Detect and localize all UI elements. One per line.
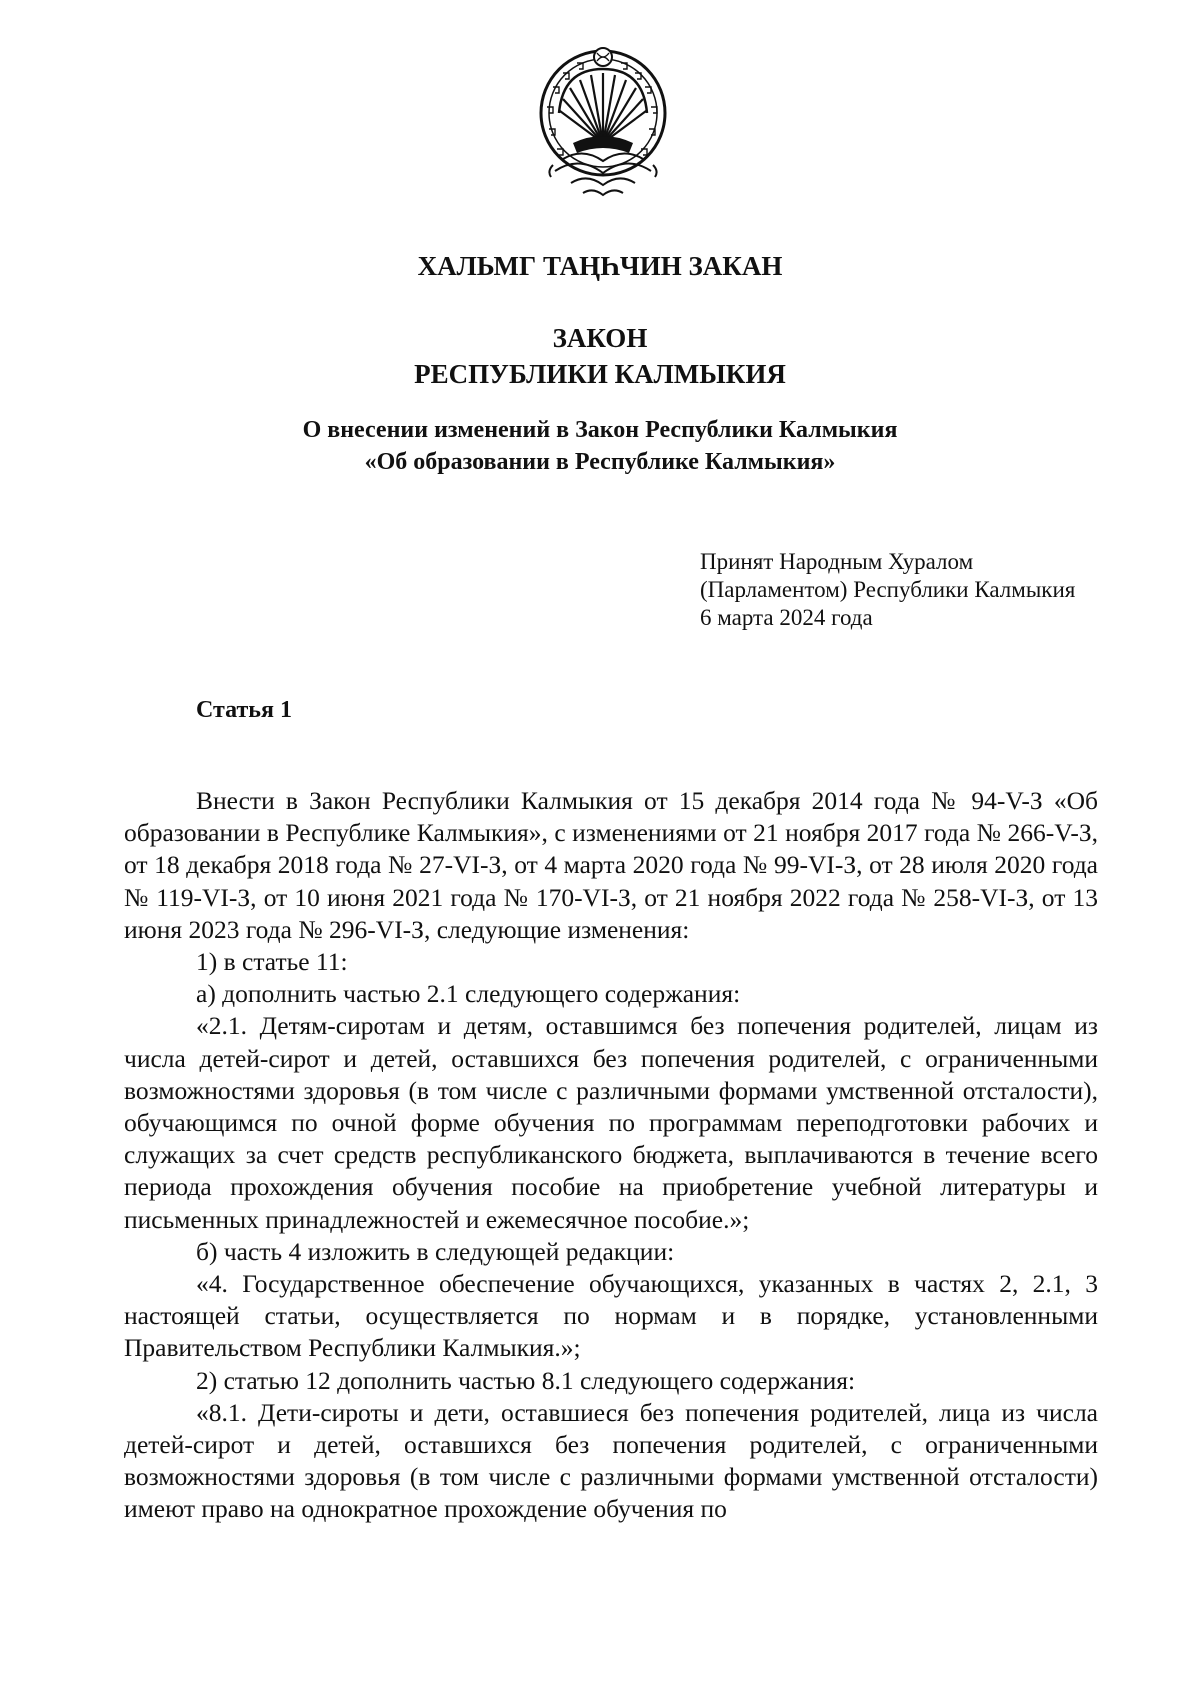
paragraph: «2.1. Детям-сиротам и детям, оставшимся без попечения родителей, лицам из числа детей-сирот и детей, оставшихся без попечения родителей, с ограниченными возможностями здоровья (в том числе с различными формами умственной отсталости), обучающимся по очной форме обучения по программам переподготовки рабочих и служащих за счет средств республиканского бюджета, выплачиваются в течение всего периода прохождения обучения пособие на приобретение учебной литературы и письменных принадлежностей и ежемесячное пособие.»; (124, 1011, 1098, 1234)
subject-line1: О внесении изменений в Закон Республики Калмыкия (302, 417, 898, 443)
paragraph: б) часть 4 изложить в следующей редакции: (196, 1236, 675, 1266)
subject-line2: «Об образовании в Республике Калмыкия» (364, 449, 836, 475)
paragraph: «4. Государственное обеспечение обучающихся, указанных в частях 2, 2.1, 3 настоящей статьи, осуществляется по нормам и в порядке, установленными Правительством Республики Калмыкия.»; (124, 1269, 1098, 1363)
law-subject (0, 414, 1200, 478)
paragraph: «8.1. Дети-сироты и дети, оставшиеся без попечения родителей, лица из числа детей-сирот и детей, оставшихся без попечения родителей, с ограниченными возможностями здоровья (в том числе с различными формами умственной отсталости) имеют право на однократное прохождение обучения по (124, 1397, 1098, 1524)
law-title-line1: ЗАКОН (552, 323, 648, 353)
kalmyk-title: ХАЛЬМГ ТАҢҺЧИН ЗАКАН (417, 251, 783, 281)
paragraph: 2) статью 12 дополнить частью 8.1 следующего содержания: (196, 1365, 856, 1395)
article-heading: Статья 1 (196, 697, 292, 723)
adoption-line2: (Парламентом) Республики Калмыкия (700, 577, 1076, 602)
paragraph: 1) в статье 11: (196, 947, 348, 977)
adoption-date: 6 марта 2024 года (700, 605, 873, 630)
article-body (124, 785, 1098, 1526)
paragraph: а) дополнить частью 2.1 следующего содержания: (196, 979, 741, 1009)
law-title-line2: РЕСПУБЛИКИ КАЛМЫКИЯ (414, 359, 786, 389)
kalmykia-emblem-icon (533, 47, 673, 203)
paragraph: Внести в Закон Республики Калмыкия от 15 декабря 2014 года № 94-V-З «Об образовании в Республике Калмыкия», с изменениями от 21 ноября 2017 года № 266-V-З, от 18 декабря 2018 года № 27-VI-З, от 4 марта 2020 года № 99-VI-З, от 28 июля 2020 года № 119-VI-З, от 10 июня 2021 года № 170-VI-З, от 21 ноября 2022 года № 258-VI-З, от 13 июня 2023 года № 296-VI-З, следующие изменения: (124, 786, 1098, 944)
adoption-line1: Принят Народным Хуралом (700, 549, 974, 574)
law-title (0, 320, 1200, 392)
adoption-note (700, 548, 1075, 632)
